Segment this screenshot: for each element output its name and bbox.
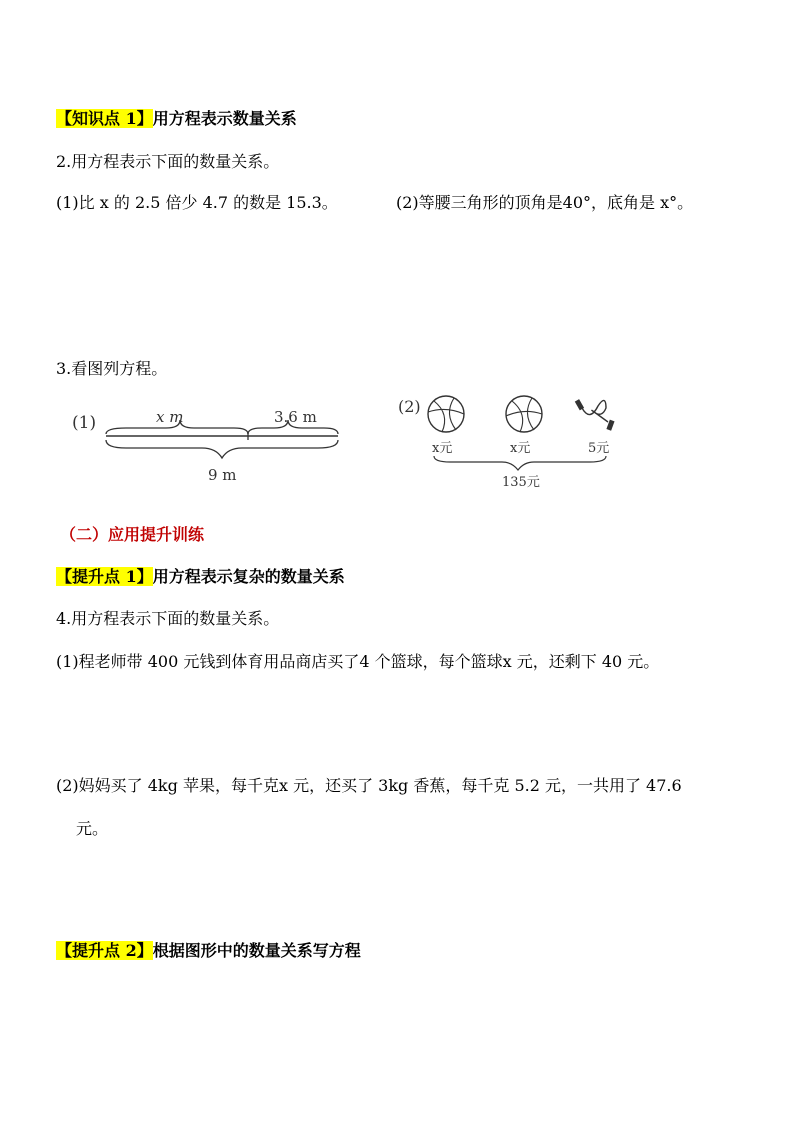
knowledge-point-1-heading [56,108,297,130]
q4-stem: 4.用方程表示下面的数量关系。 [56,609,280,628]
q2-stem: 2.用方程表示下面的数量关系。 [56,152,280,171]
q4-part1: (1)程老师带 400 元钱到体育用品商店买了4 个篮球，每个篮球x 元，还剩下 40 元。 [56,652,660,671]
improvement-point-2-title: 根据图形中的数量关系写方程 [152,941,361,960]
section-2-heading: （二）应用提升训练 [60,525,205,544]
basketball-icon-2 [506,396,542,432]
q2-part2: (2)等腰三角形的顶角是40°，底角是 x°。 [396,193,694,212]
improvement-point-1-heading [56,566,345,588]
improvement-point-1-title: 用方程表示复杂的数量关系 [152,567,345,586]
fig2-item2-label: x元 [510,441,531,456]
fig2-item1-label: x元 [432,441,453,456]
q3-stem: 3.看图列方程。 [56,359,168,378]
jump-rope-icon [575,399,615,431]
knowledge-point-1-tag: 【知识点 1】 [56,109,153,128]
fig2-number: (2) [398,397,421,416]
fig1-right-label: 3.6 m [274,408,317,426]
bottom-brace [106,440,338,458]
fig2-item3-label: 5元 [588,441,610,456]
knowledge-point-1-title: 用方程表示数量关系 [152,109,297,128]
fig2-total-label: 135元 [502,475,540,490]
fig1-number: (1) [72,413,97,433]
improvement-point-1-tag: 【提升点 1】 [56,567,153,586]
improvement-point-2-tag: 【提升点 2】 [56,941,153,960]
fig1-total-label: 9 m [208,466,237,484]
fig2-total-brace [434,456,606,470]
balls-rope-diagram [394,392,634,492]
segment-diagram [66,398,366,494]
basketball-icon-1 [428,396,464,432]
q2-part1: (1)比 x 的 2.5 倍少 4.7 的数是 15.3。 [56,193,338,212]
fig1-left-label: x m [156,408,184,426]
q4-part2-line1: (2)妈妈买了 4kg 苹果，每千克x 元，还买了 3kg 香蕉，每千克 5.2 元，一共用了 47.6 [56,776,682,795]
q4-part2-line2: 元。 [76,819,109,838]
improvement-point-2-heading [56,940,361,962]
